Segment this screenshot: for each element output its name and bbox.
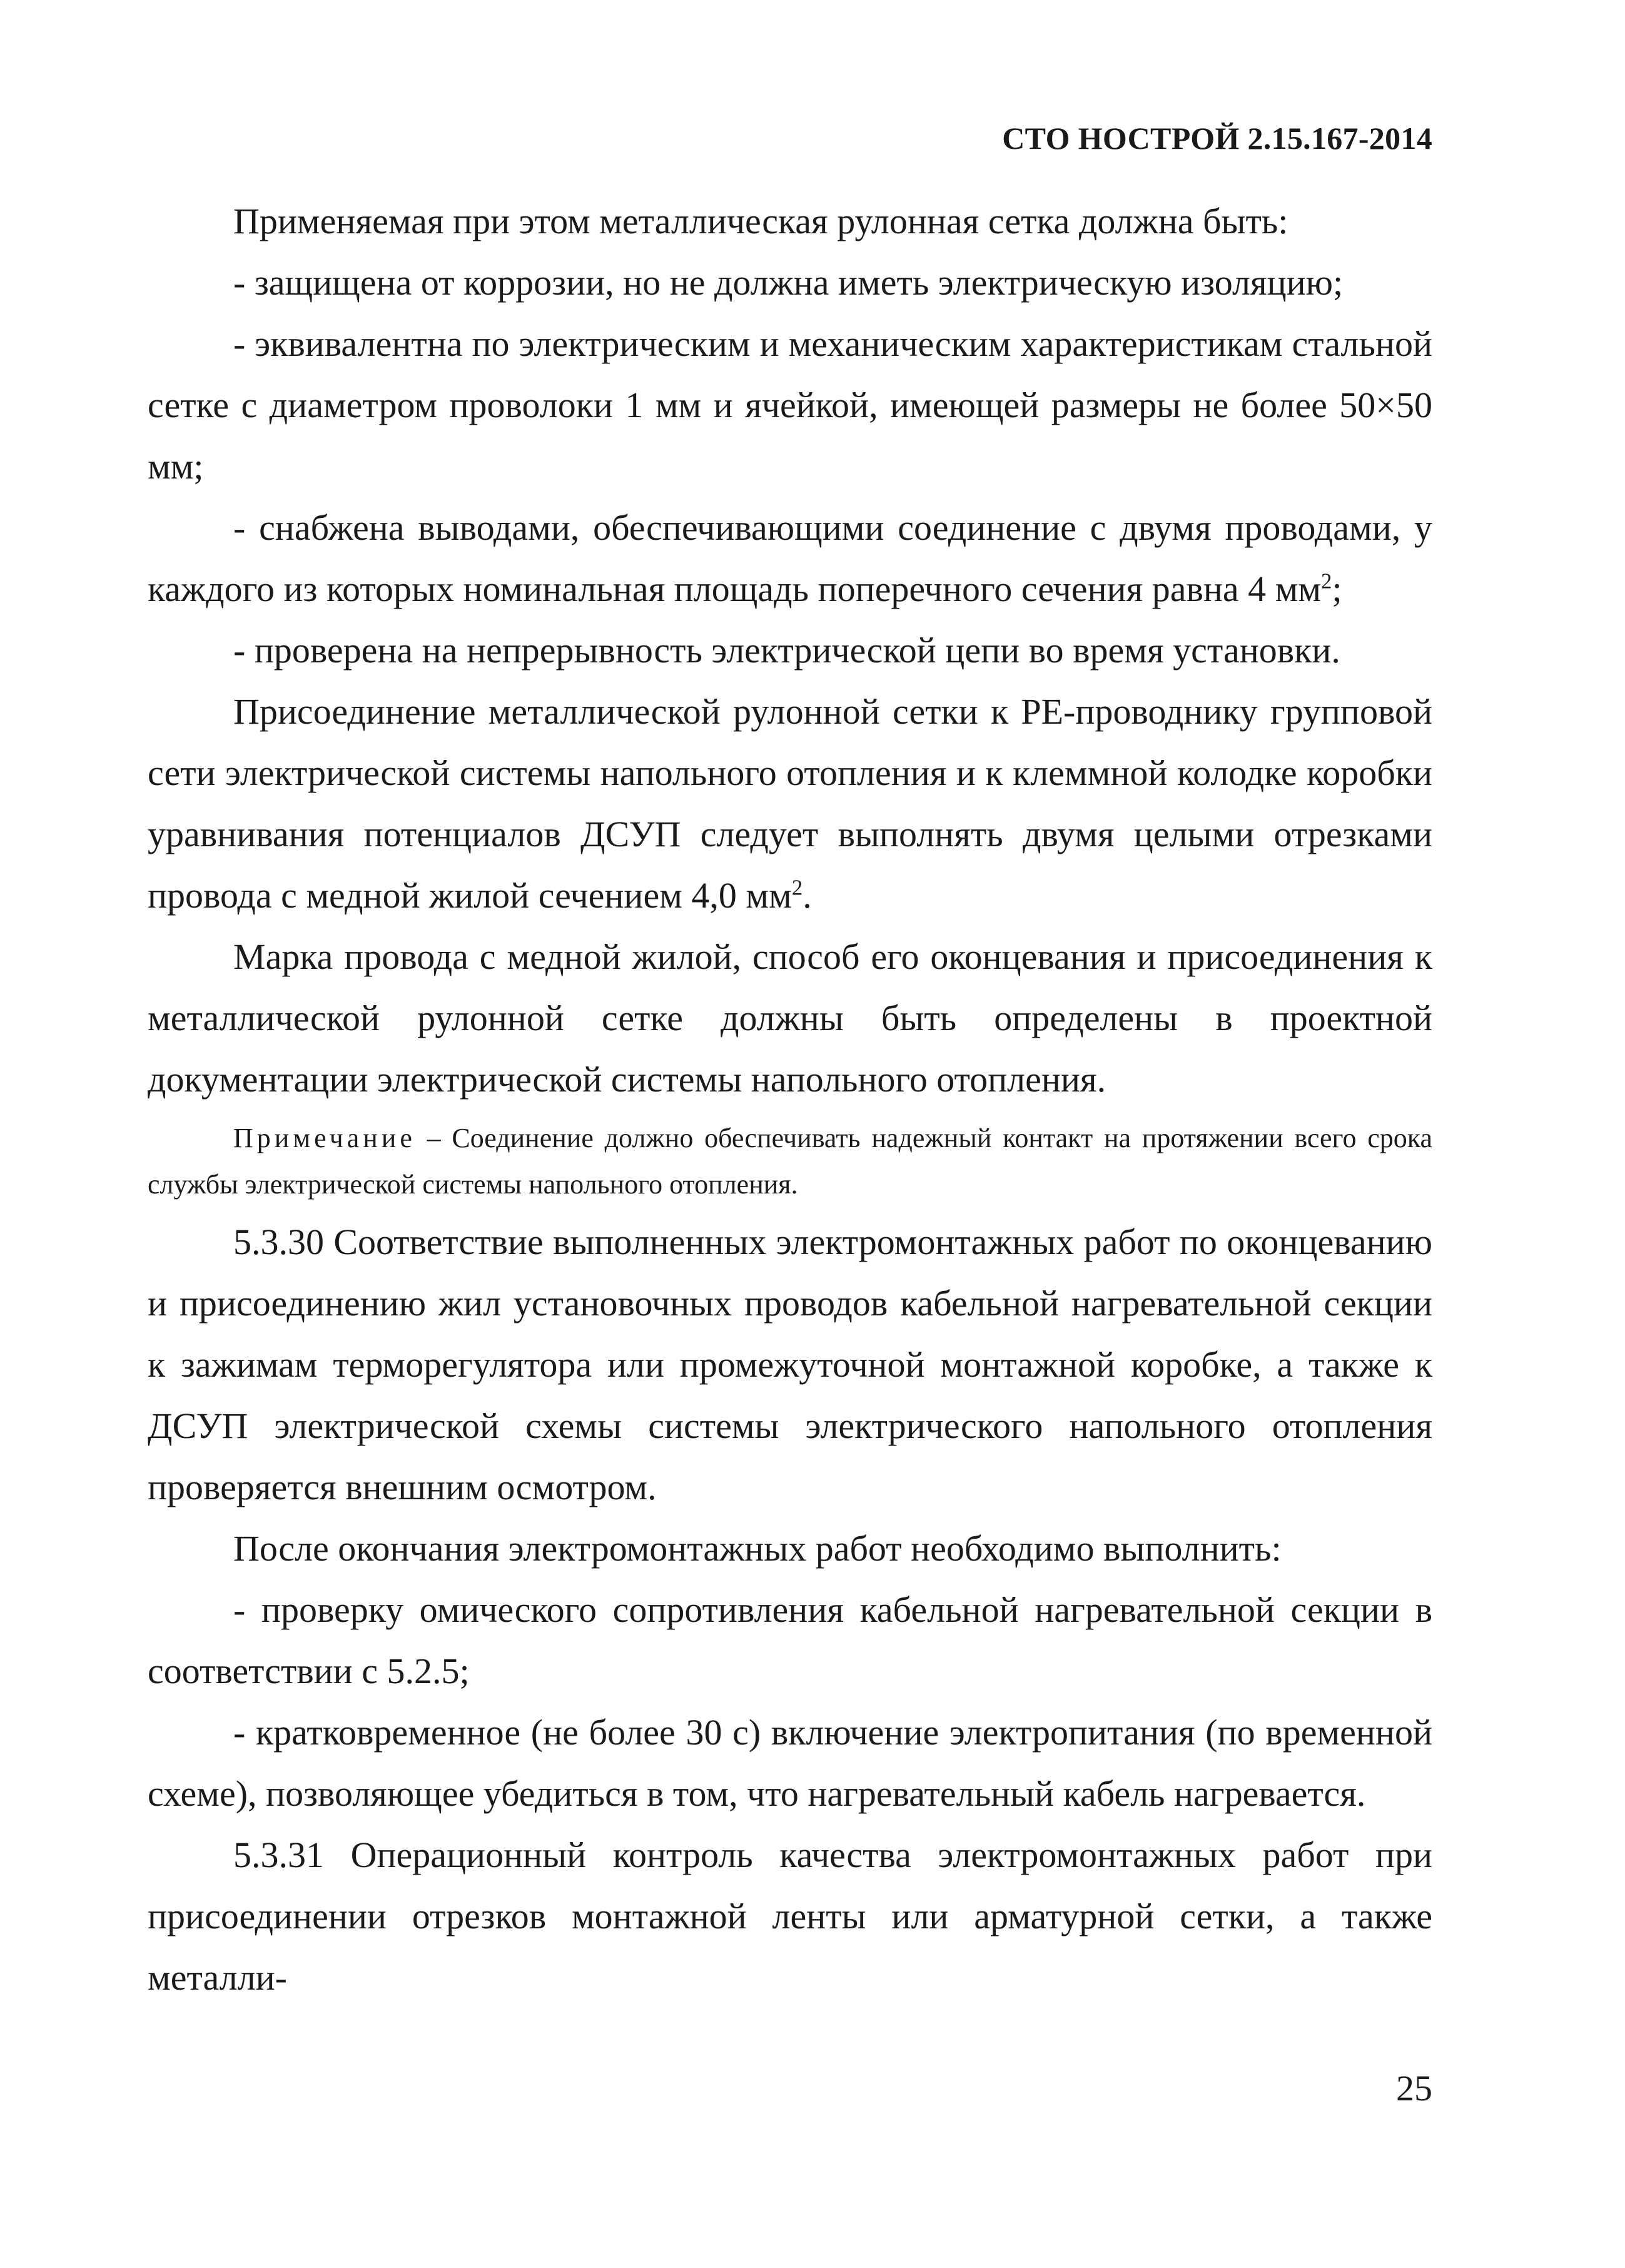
document-body bbox=[148, 191, 1432, 2008]
note-text: – Соединение должно обеспечивать надежный контакт на протяжении всего срока службы электрической системы напольного отопления. bbox=[148, 1123, 1432, 1200]
paragraph: Марка провода с медной жилой, способ его оконцевания и присоединения к металлической рулонной сетке должны быть определены в проектной документации электрической системы напольного отопления. bbox=[148, 936, 1432, 1100]
list-item: - кратковременное (не более 30 с) включение электропитания (по временной схеме), позволяющее убедиться в том, что нагревательный кабель нагревается. bbox=[148, 1712, 1432, 1814]
list-item: - проверена на непрерывность электрической цепи во время установки. bbox=[233, 630, 1340, 671]
paragraph-text: Присоединение металлической рулонной сетки к РЕ-проводнику групповой сети электрической системы напольного отопления и к клеммной колодке коробки уравнивания потенциалов ДСУП следует выполнять двумя целыми отрезками провода с медной жилой сечением 4,0 мм bbox=[148, 691, 1432, 916]
list-item-text: - снабжена выводами, обеспечивающими соединение с двумя проводами, у каждого из которых номинальная площадь поперечного сечения равна 4 мм bbox=[148, 507, 1432, 609]
page-number: 25 bbox=[1396, 2068, 1432, 2109]
note-label: Примечание bbox=[233, 1123, 416, 1153]
list-item bbox=[148, 497, 1432, 620]
punctuation: . bbox=[802, 875, 812, 916]
clause-5-3-31: 5.3.31 Операционный контроль качества электромонтажных работ при присоединении отрезков монтажной ленты или арматурной сетки, а также металли- bbox=[148, 1835, 1432, 1998]
punctuation: ; bbox=[1332, 569, 1342, 609]
note bbox=[148, 1115, 1432, 1208]
paragraph: После окончания электромонтажных работ необходимо выполнить: bbox=[233, 1528, 1282, 1569]
superscript: 2 bbox=[1321, 569, 1332, 594]
paragraph bbox=[148, 681, 1432, 926]
paragraph: Применяемая при этом металлическая рулонная сетка должна быть: bbox=[233, 201, 1288, 241]
document-code-header: СТО НОСТРОЙ 2.15.167-2014 bbox=[1002, 121, 1432, 156]
clause-5-3-30: 5.3.30 Соответствие выполненных электромонтажных работ по оконцеванию и присоединению жил установочных проводов кабельной нагревательной секции к зажимам терморегулятора или промежуточной монтажной коробке, а также к ДСУП электрической схемы системы электрического напольного отопления проверяется внешним осмотром. bbox=[148, 1222, 1432, 1507]
list-item: - защищена от коррозии, но не должна иметь электрическую изоляцию; bbox=[233, 262, 1344, 303]
list-item: - проверку омического сопротивления кабельной нагревательной секции в соответствии с 5.2.5; bbox=[148, 1589, 1432, 1691]
list-item: - эквивалентна по электрическим и механическим характеристикам стальной сетке с диаметром проволоки 1 мм и ячейкой, имеющей размеры не более 50×50 мм; bbox=[148, 323, 1432, 487]
superscript: 2 bbox=[791, 875, 803, 900]
